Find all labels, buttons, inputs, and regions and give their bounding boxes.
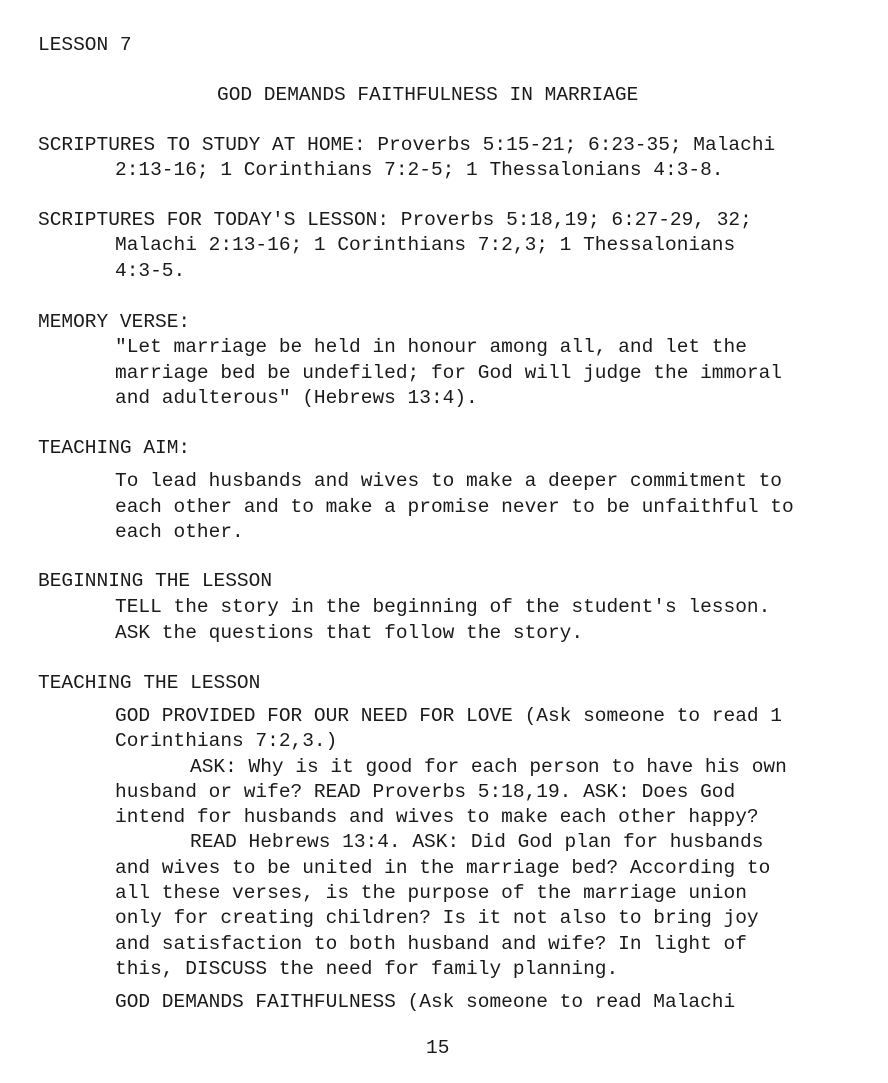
- memory-verse: [38, 310, 782, 411]
- text-line: intend for husbands and wives to make each other happy?: [115, 806, 759, 829]
- scriptures-home: [38, 133, 775, 184]
- text-line: 2:13-16; 1 Corinthians 7:2-5; 1 Thessalonians 4:3-8.: [115, 159, 724, 182]
- text-line: and wives to be united in the marriage bed? According to: [115, 856, 771, 879]
- teaching-aim: [38, 469, 794, 546]
- text-line: 4:3-5.: [115, 259, 186, 282]
- text-line: Malachi 2:13-16; 1 Corinthians 7:2,3; 1 Thessalonians: [115, 234, 736, 257]
- scriptures-today: [38, 208, 752, 284]
- text-line: each other.: [115, 521, 244, 544]
- text-line: GOD DEMANDS FAITHFULNESS (Ask someone to read Malachi: [115, 991, 736, 1014]
- text-line: TELL the story in the beginning of the student's lesson.: [115, 596, 771, 618]
- teaching-body: [38, 704, 787, 1016]
- text-line: SCRIPTURES FOR TODAY'S LESSON: Proverbs 5:18,19; 6:27-29, 32;: [38, 209, 752, 231]
- lesson-label: LESSON 7: [38, 34, 132, 56]
- section-heading: MEMORY VERSE:: [38, 311, 191, 333]
- section-heading: TEACHING THE LESSON: [38, 672, 261, 694]
- text-line: READ Hebrews 13:4. ASK: Did God plan for husbands: [190, 831, 764, 854]
- text-line: To lead husbands and wives to make a deeper commitment to: [115, 470, 783, 492]
- text-line: only for creating children? Is it not also to bring joy: [115, 907, 759, 930]
- teaching-aim-heading: [38, 436, 190, 461]
- section-heading: BEGINNING THE LESSON: [38, 570, 273, 592]
- text-line: ASK: Why is it good for each person to have his own: [190, 755, 787, 778]
- text-line: marriage bed be undefiled; for God will judge the immoral: [115, 361, 783, 384]
- text-line: all these verses, is the purpose of the marriage union: [115, 882, 747, 905]
- beginning-section: [38, 569, 770, 647]
- text-line: each other and to make a promise never to be unfaithful to: [115, 495, 794, 518]
- text-line: ASK the questions that follow the story.: [115, 622, 584, 644]
- text-line: Corinthians 7:2,3.): [115, 730, 338, 753]
- text-line: husband or wife? READ Proverbs 5:18,19. ASK: Does God: [115, 780, 736, 803]
- text-line: and adulterous" (Hebrews 13:4).: [115, 386, 478, 409]
- text-line: SCRIPTURES TO STUDY AT HOME: Proverbs 5:15-21; 6:23-35; Malachi: [38, 134, 776, 156]
- text-line: this, DISCUSS the need for family planning.: [115, 957, 619, 980]
- section-heading: TEACHING AIM:: [38, 437, 191, 459]
- page-title: GOD DEMANDS FAITHFULNESS IN MARRIAGE: [217, 84, 639, 106]
- text-line: "Let marriage be held in honour among all, and let the: [115, 336, 747, 359]
- text-line: GOD PROVIDED FOR OUR NEED FOR LOVE (Ask someone to read 1: [115, 705, 783, 727]
- text-line: and satisfaction to both husband and wife? In light of: [115, 932, 747, 955]
- teaching-heading: [38, 671, 260, 696]
- page-number: 15: [426, 1037, 450, 1059]
